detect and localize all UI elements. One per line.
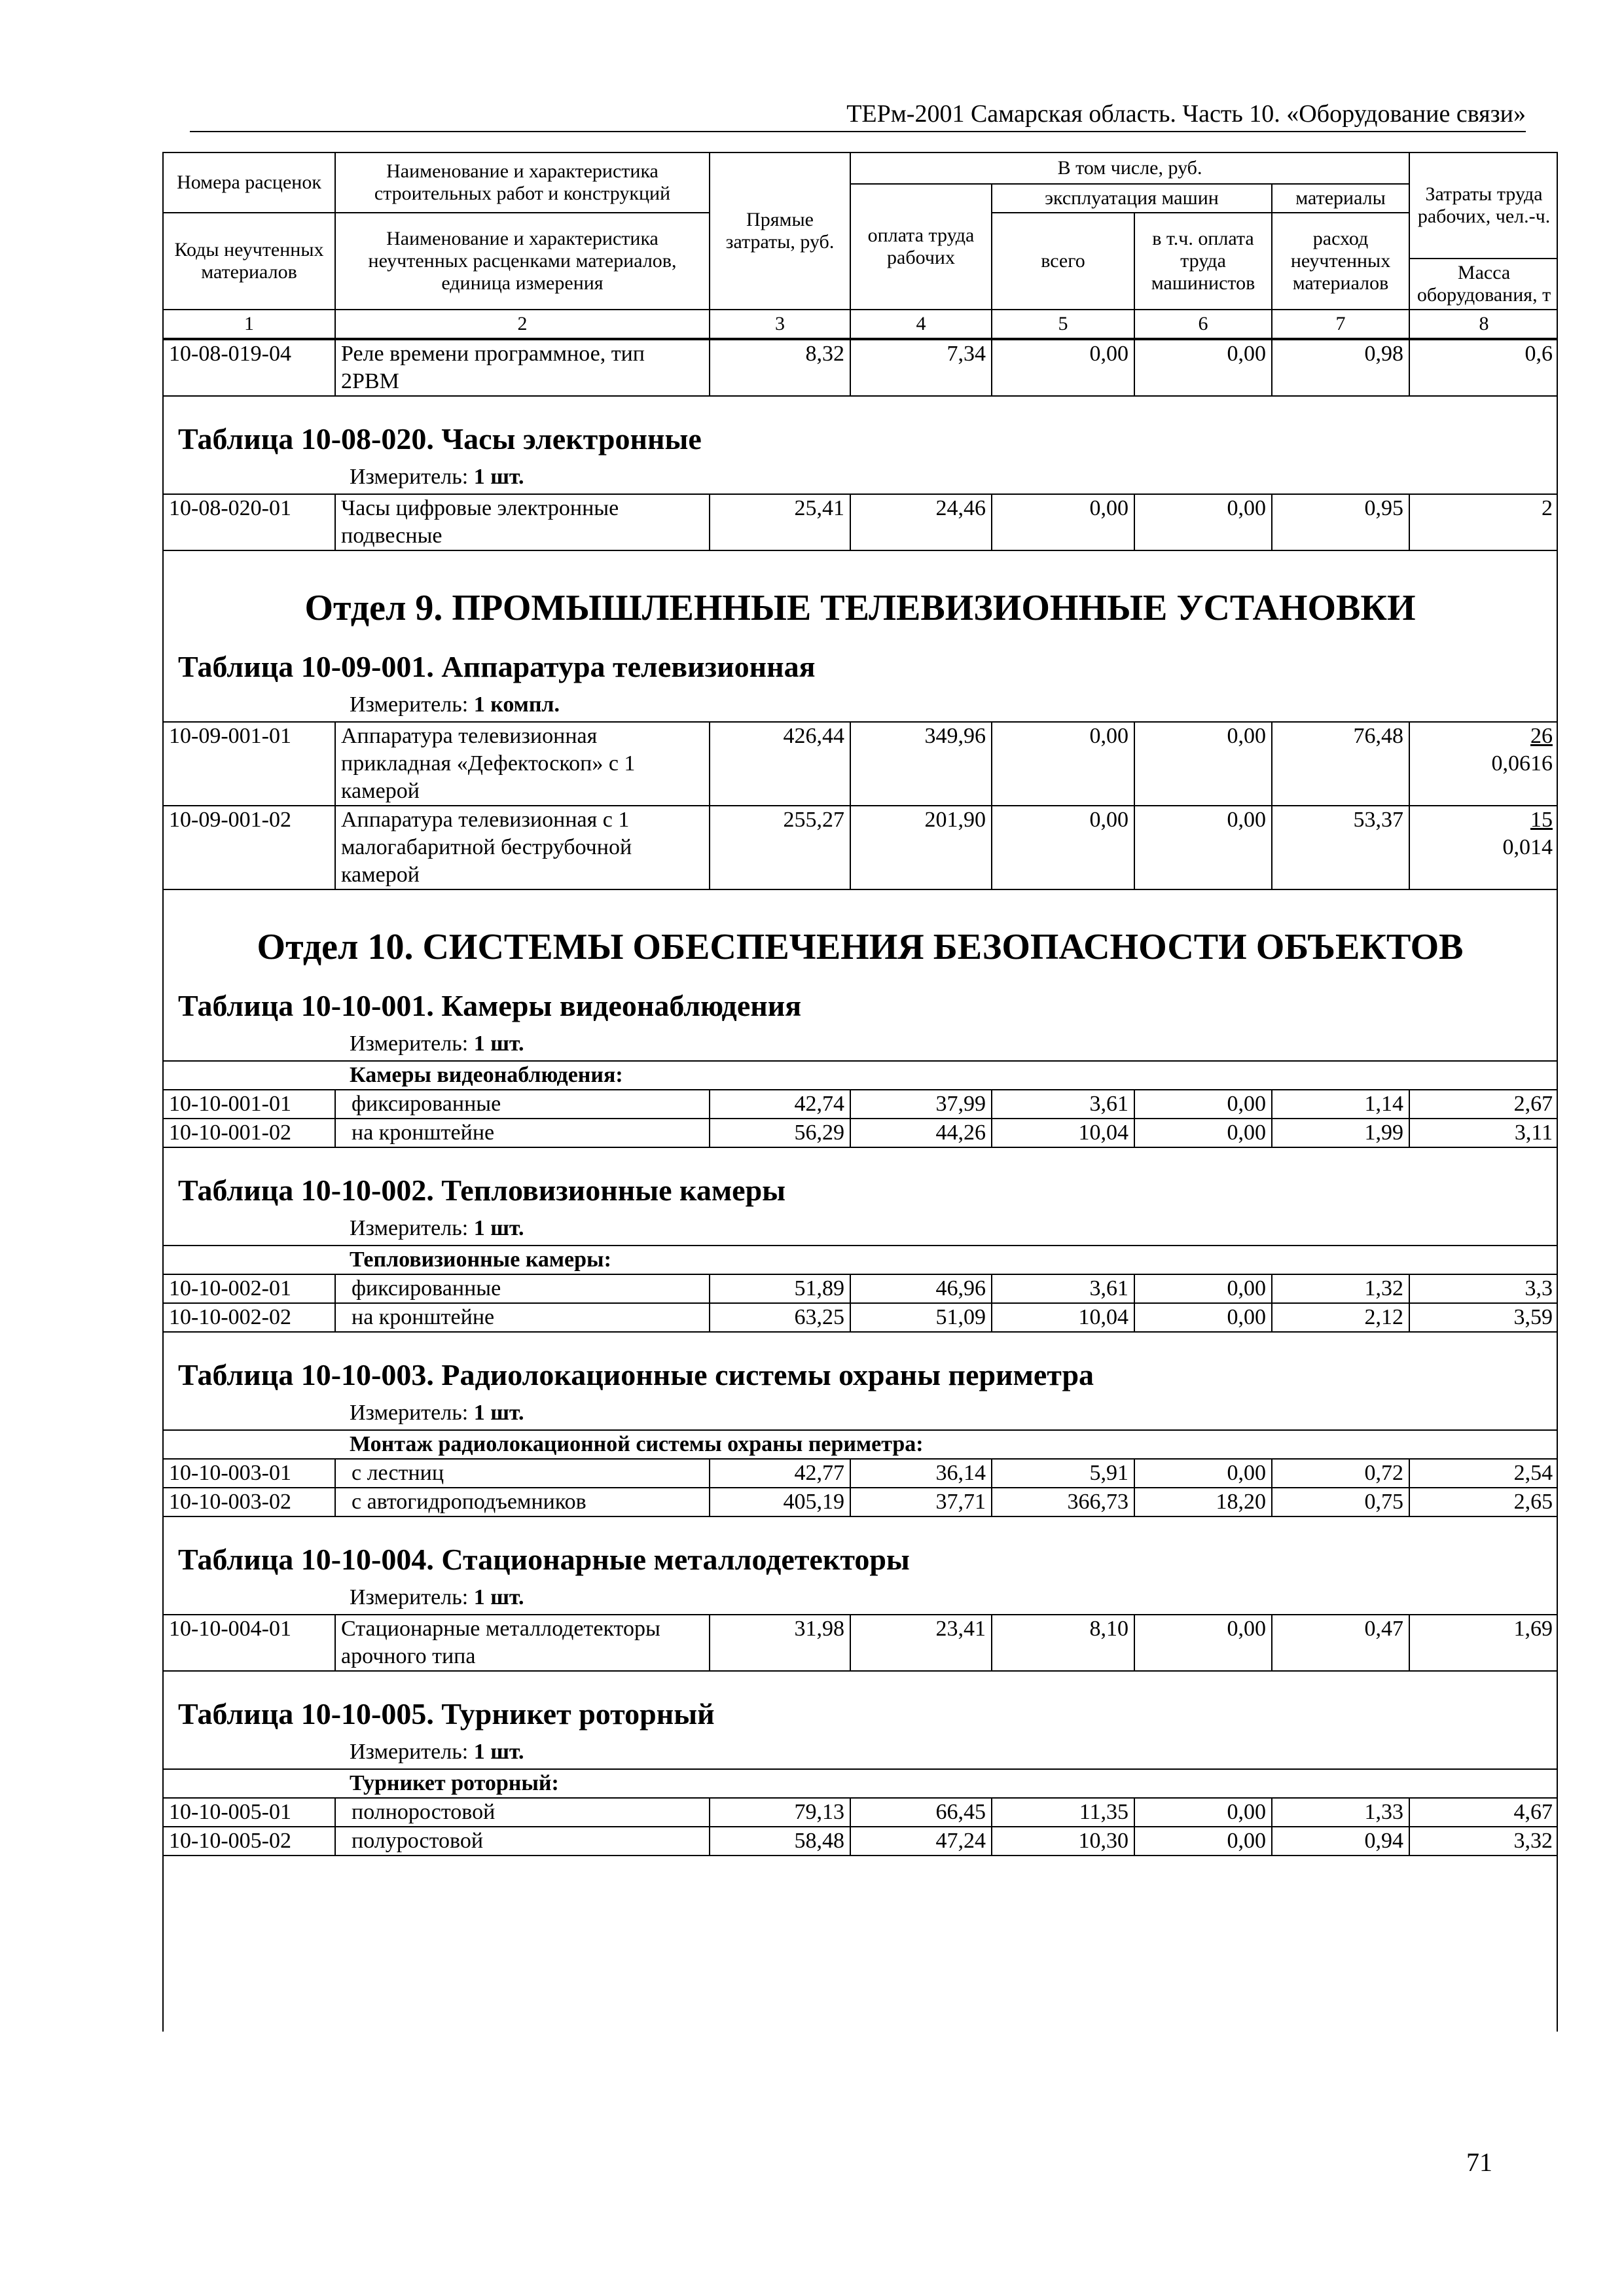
group-label: Турникет роторный:	[164, 1769, 1558, 1798]
table-title: Таблица 10-08-020. Часы электронные	[178, 422, 702, 456]
table-10-10-004	[164, 1614, 1558, 1672]
table-row	[164, 1090, 1558, 1119]
direct-costs: 58,48	[710, 1827, 850, 1856]
section-title: Отдел 9. ПРОМЫШЛЕННЫЕ ТЕЛЕВИЗИОННЫЕ УСТАНОВКИ	[304, 588, 1416, 628]
materials: 0,47	[1272, 1615, 1409, 1671]
materials: 0,98	[1272, 340, 1409, 396]
header-including: В том числе, руб.	[850, 152, 1409, 184]
labor-pay: 46,96	[850, 1274, 992, 1303]
table-row	[164, 494, 1558, 550]
materials: 53,37	[1272, 806, 1409, 889]
header-direct-costs: Прямые затраты, руб.	[710, 152, 850, 310]
rate-code: 10-10-003-02	[164, 1488, 335, 1516]
labor-pay: 66,45	[850, 1798, 992, 1827]
machines-total: 0,00	[992, 494, 1134, 550]
rate-code: 10-10-003-01	[164, 1459, 335, 1488]
column-number: 1	[164, 310, 335, 338]
rate-code: 10-10-004-01	[164, 1615, 335, 1671]
rate-name: фиксированные	[335, 1090, 710, 1119]
group-label: Камеры видеонаблюдения:	[164, 1061, 1558, 1090]
operator-pay: 0,00	[1134, 1303, 1272, 1332]
table-row	[164, 340, 1558, 396]
materials: 0,95	[1272, 494, 1409, 550]
direct-costs: 51,89	[710, 1274, 850, 1303]
measure-unit: Измеритель: 1 шт.	[350, 1031, 524, 1056]
direct-costs: 79,13	[710, 1798, 850, 1827]
direct-costs: 426,44	[710, 722, 850, 806]
labor-pay: 201,90	[850, 806, 992, 889]
labor-pay: 7,34	[850, 340, 992, 396]
column-number: 8	[1409, 310, 1558, 338]
labor-hours: 1,69	[1409, 1615, 1558, 1671]
table-row	[164, 1615, 1558, 1671]
rate-name: Аппаратура телевизионная прикладная «Дефектоскоп» с 1 камерой	[335, 722, 710, 806]
group-row	[164, 1246, 1558, 1274]
rate-name: полуростовой	[335, 1827, 710, 1856]
operator-pay: 0,00	[1134, 1827, 1272, 1856]
equipment-mass: 0,014	[1502, 835, 1553, 859]
table-title: Таблица 10-09-001. Аппаратура телевизионная	[178, 650, 816, 683]
labor-pay: 23,41	[850, 1615, 992, 1671]
table-title: Таблица 10-10-002. Тепловизионные камеры	[178, 1174, 786, 1207]
group-label: Монтаж радиолокационной системы охраны периметра:	[164, 1430, 1558, 1459]
labor-pay: 24,46	[850, 494, 992, 550]
materials: 2,12	[1272, 1303, 1409, 1332]
table-10-10-001	[164, 1060, 1558, 1148]
materials: 0,75	[1272, 1488, 1409, 1516]
header-labor-pay: оплата труда рабочих	[850, 184, 992, 310]
table-title: Таблица 10-10-004. Стационарные металлодетекторы	[178, 1543, 910, 1576]
labor-hours: 0,6	[1409, 340, 1558, 396]
labor-hours: 3,3	[1409, 1274, 1558, 1303]
header-codes: Номера расценок	[164, 152, 335, 213]
table-row	[164, 1274, 1558, 1303]
column-number: 2	[335, 310, 710, 338]
labor-hours: 2,65	[1409, 1488, 1558, 1516]
direct-costs: 31,98	[710, 1615, 850, 1671]
rate-name: полноростовой	[335, 1798, 710, 1827]
labor-hours: 2	[1409, 494, 1558, 550]
document-frame	[162, 152, 1558, 2032]
labor-hours: 26	[1530, 724, 1553, 748]
rate-code: 10-08-020-01	[164, 494, 335, 550]
direct-costs: 8,32	[710, 340, 850, 396]
table-10-08-019-rows	[164, 339, 1558, 397]
group-row	[164, 1430, 1558, 1459]
machines-total: 0,00	[992, 340, 1134, 396]
column-number: 4	[850, 310, 992, 338]
column-number: 6	[1134, 310, 1272, 338]
table-row	[164, 1303, 1558, 1332]
rate-code: 10-10-002-01	[164, 1274, 335, 1303]
materials: 1,32	[1272, 1274, 1409, 1303]
header-operator-pay: в т.ч. оплата труда машинистов	[1134, 213, 1272, 310]
measure-unit: Измеритель: 1 шт.	[350, 1585, 524, 1609]
page-header: ТЕРм-2001 Самарская область. Часть 10. «Оборудование связи»	[190, 97, 1526, 132]
table-title: Таблица 10-10-003. Радиолокационные системы охраны периметра	[178, 1358, 1094, 1391]
machines-total: 366,73	[992, 1488, 1134, 1516]
materials: 1,14	[1272, 1090, 1409, 1119]
labor-pay: 44,26	[850, 1119, 992, 1147]
group-row	[164, 1061, 1558, 1090]
header-material-name: Наименование и характеристика неучтенных расценками материалов, единица измерения	[335, 213, 710, 310]
operator-pay: 18,20	[1134, 1488, 1272, 1516]
equipment-mass: 0,0616	[1491, 751, 1553, 776]
operator-pay: 0,00	[1134, 806, 1272, 889]
column-numbers-row	[164, 310, 1558, 338]
rate-name: фиксированные	[335, 1274, 710, 1303]
materials: 1,33	[1272, 1798, 1409, 1827]
machines-total: 10,04	[992, 1119, 1134, 1147]
measure-unit: Измеритель: 1 шт.	[350, 1740, 524, 1764]
table-title: Таблица 10-10-001. Камеры видеонаблюдения	[178, 989, 802, 1022]
table-10-08-020	[164, 493, 1558, 551]
rate-name: с лестниц	[335, 1459, 710, 1488]
header-labor-hours: Затраты труда рабочих, чел.-ч.	[1409, 152, 1558, 259]
table-row	[164, 722, 1558, 806]
labor-hours: 3,59	[1409, 1303, 1558, 1332]
table-row	[164, 1459, 1558, 1488]
table-title: Таблица 10-10-005. Турникет роторный	[178, 1697, 715, 1731]
direct-costs: 42,77	[710, 1459, 850, 1488]
operator-pay: 0,00	[1134, 1615, 1272, 1671]
table-row	[164, 1827, 1558, 1856]
column-number: 7	[1272, 310, 1409, 338]
header-material-usage: расход неучтенных материалов	[1272, 213, 1409, 310]
operator-pay: 0,00	[1134, 722, 1272, 806]
header-material-codes: Коды неучтенных материалов	[164, 213, 335, 310]
direct-costs: 255,27	[710, 806, 850, 889]
labor-pay: 51,09	[850, 1303, 992, 1332]
labor-pay: 349,96	[850, 722, 992, 806]
machines-total: 0,00	[992, 806, 1134, 889]
direct-costs: 42,74	[710, 1090, 850, 1119]
column-number: 5	[992, 310, 1134, 338]
column-number: 3	[710, 310, 850, 338]
machines-total: 11,35	[992, 1798, 1134, 1827]
machines-total: 8,10	[992, 1615, 1134, 1671]
rate-code: 10-09-001-02	[164, 806, 335, 889]
operator-pay: 0,00	[1134, 1119, 1272, 1147]
machines-total: 10,04	[992, 1303, 1134, 1332]
rate-name: Аппаратура телевизионная с 1 малогабаритной беструбочной камерой	[335, 806, 710, 889]
labor-hours: 3,11	[1409, 1119, 1558, 1147]
header-work-name: Наименование и характеристика строительных работ и конструкций	[335, 152, 710, 213]
labor-hours: 3,32	[1409, 1827, 1558, 1856]
materials: 0,94	[1272, 1827, 1409, 1856]
machines-total: 5,91	[992, 1459, 1134, 1488]
table-row	[164, 1798, 1558, 1827]
labor-pay: 37,71	[850, 1488, 992, 1516]
measure-unit: Измеритель: 1 шт.	[350, 465, 524, 489]
machines-total: 3,61	[992, 1274, 1134, 1303]
column-header-table	[164, 152, 1558, 339]
labor-pay: 47,24	[850, 1827, 992, 1856]
labor-pay: 36,14	[850, 1459, 992, 1488]
operator-pay: 0,00	[1134, 494, 1272, 550]
labor-hours: 15	[1530, 808, 1553, 832]
rate-code: 10-10-002-02	[164, 1303, 335, 1332]
operator-pay: 0,00	[1134, 1274, 1272, 1303]
operator-pay: 0,00	[1134, 1459, 1272, 1488]
rate-code: 10-10-005-02	[164, 1827, 335, 1856]
header-machines-total: всего	[992, 213, 1134, 310]
operator-pay: 0,00	[1134, 340, 1272, 396]
labor-hours-and-mass	[1409, 722, 1558, 806]
direct-costs: 63,25	[710, 1303, 850, 1332]
header-equipment-mass: Масса оборудования, т	[1409, 259, 1558, 310]
rate-name: на кронштейне	[335, 1303, 710, 1332]
labor-hours: 2,67	[1409, 1090, 1558, 1119]
table-row	[164, 806, 1558, 889]
measure-unit: Измеритель: 1 шт.	[350, 1216, 524, 1240]
group-label: Тепловизионные камеры:	[164, 1246, 1558, 1274]
rate-name: Стационарные металлодетекторы арочного типа	[335, 1615, 710, 1671]
rate-code: 10-10-001-01	[164, 1090, 335, 1119]
page-number: 71	[1466, 2147, 1492, 2177]
rate-code: 10-10-005-01	[164, 1798, 335, 1827]
section-title: Отдел 10. СИСТЕМЫ ОБЕСПЕЧЕНИЯ БЕЗОПАСНОСТИ ОБЪЕКТОВ	[257, 927, 1464, 967]
direct-costs: 25,41	[710, 494, 850, 550]
labor-hours: 2,54	[1409, 1459, 1558, 1488]
rate-name: на кронштейне	[335, 1119, 710, 1147]
table-row	[164, 1119, 1558, 1147]
operator-pay: 0,00	[1134, 1090, 1272, 1119]
header-materials: материалы	[1272, 184, 1409, 213]
table-10-10-005	[164, 1768, 1558, 1856]
direct-costs: 405,19	[710, 1488, 850, 1516]
table-10-10-003	[164, 1429, 1558, 1517]
header-machines: эксплуатация машин	[992, 184, 1272, 213]
table-row	[164, 1488, 1558, 1516]
rate-code: 10-10-001-02	[164, 1119, 335, 1147]
group-row	[164, 1769, 1558, 1798]
operator-pay: 0,00	[1134, 1798, 1272, 1827]
rate-code: 10-09-001-01	[164, 722, 335, 806]
rate-name: Реле времени программное, тип 2РВМ	[335, 340, 710, 396]
labor-hours-and-mass	[1409, 806, 1558, 889]
machines-total: 0,00	[992, 722, 1134, 806]
table-10-10-002	[164, 1245, 1558, 1333]
labor-hours: 4,67	[1409, 1798, 1558, 1827]
materials: 76,48	[1272, 722, 1409, 806]
rate-name: с автогидроподъемников	[335, 1488, 710, 1516]
machines-total: 10,30	[992, 1827, 1134, 1856]
direct-costs: 56,29	[710, 1119, 850, 1147]
rate-code: 10-08-019-04	[164, 340, 335, 396]
materials: 1,99	[1272, 1119, 1409, 1147]
measure-unit: Измеритель: 1 шт.	[350, 1401, 524, 1425]
measure-unit: Измеритель: 1 компл.	[350, 692, 560, 717]
machines-total: 3,61	[992, 1090, 1134, 1119]
materials: 0,72	[1272, 1459, 1409, 1488]
table-10-09-001	[164, 721, 1558, 890]
labor-pay: 37,99	[850, 1090, 992, 1119]
rate-name: Часы цифровые электронные подвесные	[335, 494, 710, 550]
